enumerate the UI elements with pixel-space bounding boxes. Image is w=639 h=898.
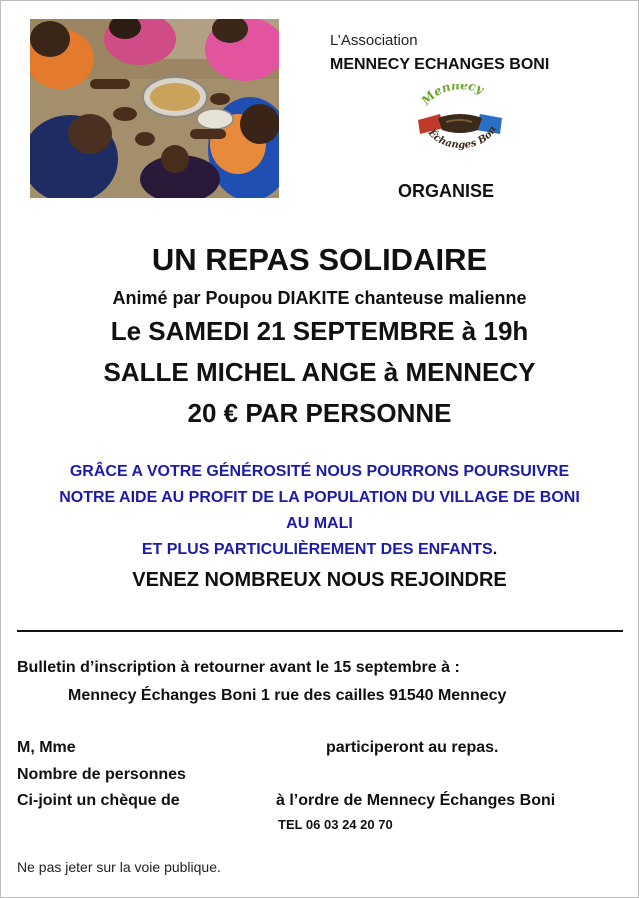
separator-line <box>17 630 623 632</box>
event-title: UN REPAS SOLIDAIRE <box>151 242 488 277</box>
association-logo <box>414 84 506 160</box>
footer-notice: Ne pas jeter sur la voie publique. <box>17 859 221 875</box>
logo-top-text: Mennecy <box>418 84 486 108</box>
event-date: Le SAMEDI 21 SEPTEMBRE à 19h <box>110 316 529 346</box>
cheque-label: Ci-joint un chèque de <box>17 792 180 809</box>
call-to-action: VENEZ NOMBREUX NOUS REJOINDRE <box>132 569 507 591</box>
phone-number: TEL 06 03 24 20 70 <box>278 817 393 832</box>
association-label: L’Association <box>330 32 418 49</box>
children-meal-photo <box>30 19 279 198</box>
appeal-line-4-period: . <box>492 541 498 558</box>
people-count-label: Nombre de personnes <box>17 766 186 783</box>
organise-label: ORGANISE <box>398 181 495 201</box>
return-address: Mennecy Échanges Boni 1 rue des cailles 91540 Mennecy <box>68 687 507 704</box>
cheque-order-text: à l’ordre de Mennecy Échanges Boni <box>276 792 556 809</box>
association-name: MENNECY ECHANGES BONI <box>330 56 550 73</box>
appeal-line-4-text: ET PLUS PARTICULIÈREMENT DES ENFANTS <box>141 541 493 558</box>
event-price: 20 € PAR PERSONNE <box>187 398 452 428</box>
participation-text: participeront au repas. <box>326 739 499 756</box>
appeal-line-1: GRÂCE A VOTRE GÉNÉROSITÉ NOUS POURRONS POURSUIVRE <box>69 463 570 480</box>
logo-bottom-text: Échanges Bon <box>425 124 499 151</box>
name-label: M, Mme <box>17 739 76 756</box>
appeal-line-2: NOTRE AIDE AU PROFIT DE LA POPULATION DU VILLAGE DE BONI <box>59 489 580 506</box>
event-animation: Animé par Poupou DIAKITE chanteuse malienne <box>112 288 527 308</box>
event-place: SALLE MICHEL ANGE à MENNECY <box>103 357 536 387</box>
bulletin-text: Bulletin d’inscription à retourner avant le 15 septembre à : <box>17 659 460 676</box>
appeal-line-3: AU MALI <box>286 515 353 532</box>
appeal-line-4 <box>0 541 639 559</box>
svg-text:Mennecy <box>418 84 486 108</box>
